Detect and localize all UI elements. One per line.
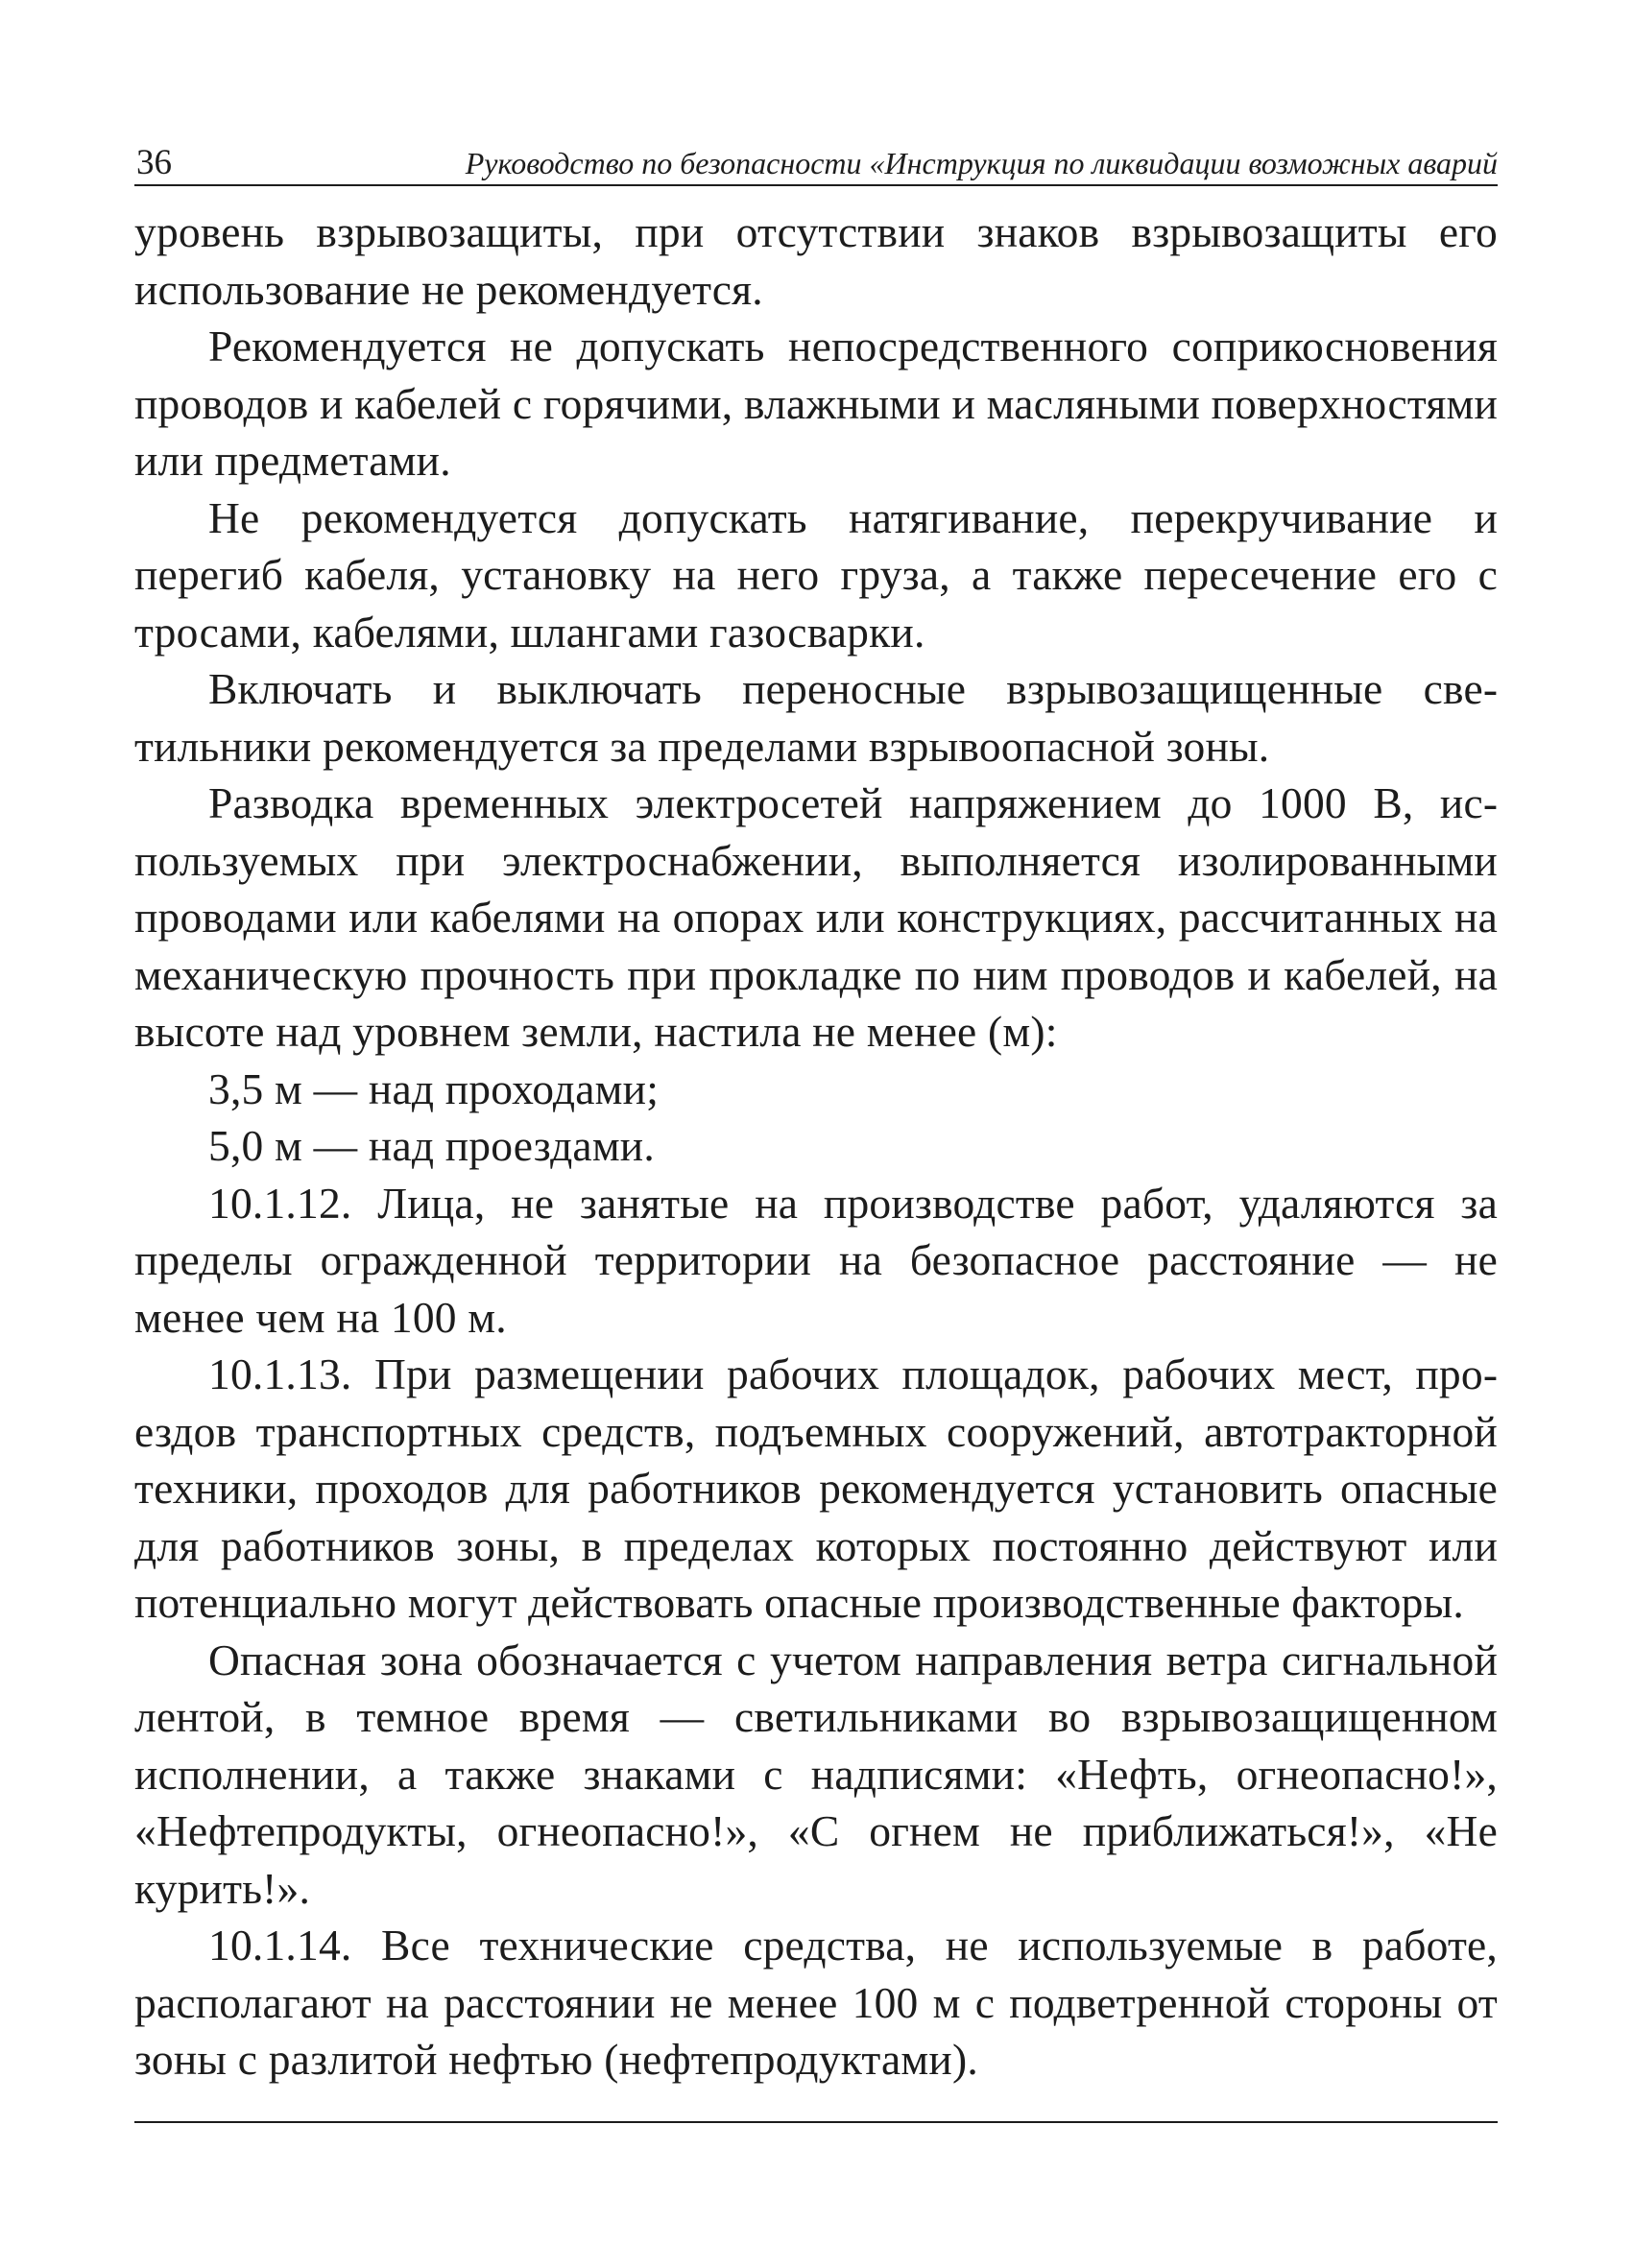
clause-10-1-13: 10.1.13. При размещении рабочих площадок, рабочих мест, проездов транспортных средств, подъемных сооружений, автотракторной техники, проходов для работников рекомендуется установить опасные для работников зоны, в пределах которых постоянно действуют или потенциально могут действовать опасные производственные факторы.	[134, 1349, 1498, 1627]
list-item-passages: 3,5 м — над проходами;	[208, 1063, 660, 1113]
paragraph-lamps: Включать и выключать переносные взрывозащищенные светильники рекомендуется за пределами взрывоопасной зоны.	[134, 664, 1498, 771]
bottom-divider	[134, 2121, 1498, 2123]
body-text	[134, 203, 1498, 2089]
page-number: 36	[136, 143, 172, 182]
clause-10-1-12: 10.1.12. Лица, не занятые на производстве работ, удаляются за пределы огражденной территории на безопасное расстояние — не менее чем на 100 м.	[134, 1178, 1498, 1342]
document-page	[134, 134, 1498, 2123]
clause-10-1-14: 10.1.14. Все технические средства, не используемые в работе, располагают на расстоянии не менее 100 м с подветренной стороны от зоны с разлитой нефтью (нефтепродуктами).	[134, 1921, 1498, 2084]
header-title: Руководство по безопасности «Инструкция по ликвидации возможных аварий	[465, 146, 1498, 180]
paragraph-danger-zone: Опасная зона обозначается с учетом направления ветра сигнальной лентой, в темное время — светильниками во взрывозащищенном исполнении, а также знаками с надписями: «Нефть, огнеопасно!», «Нефтепродукты, огнеопасно!», «С огнем не приближаться!», «Не курить!».	[134, 1635, 1498, 1913]
running-header	[134, 134, 1498, 186]
paragraph-cable-tension: Не рекомендуется допускать натягивание, перекручивание и перегиб кабеля, установку на него груза, а также пересечение его с тросами, кабелями, шлангами газосварки.	[134, 492, 1498, 657]
paragraph-continuation: уровень взрывозащиты, при отсутствии знаков взрывозащиты его использование не рекомендуется.	[134, 207, 1498, 314]
paragraph-temporary-networks: Разводка временных электросетей напряжением до 1000 В, используемых при электроснабжении, выполняется изолированными проводами или кабелями на опорах или конструкциях, рассчитанных на механическую прочность при прокладке по ним проводов и кабелей, на высоте над уровнем земли, настила не менее (м):	[134, 778, 1498, 1056]
paragraph-cable-contact: Рекомендуется не допускать непосредственного соприкосновения проводов и кабелей с горячими, влажными и масляными поверхностями или предметами.	[134, 322, 1498, 485]
list-item-driveways: 5,0 м — над проездами.	[208, 1121, 655, 1170]
